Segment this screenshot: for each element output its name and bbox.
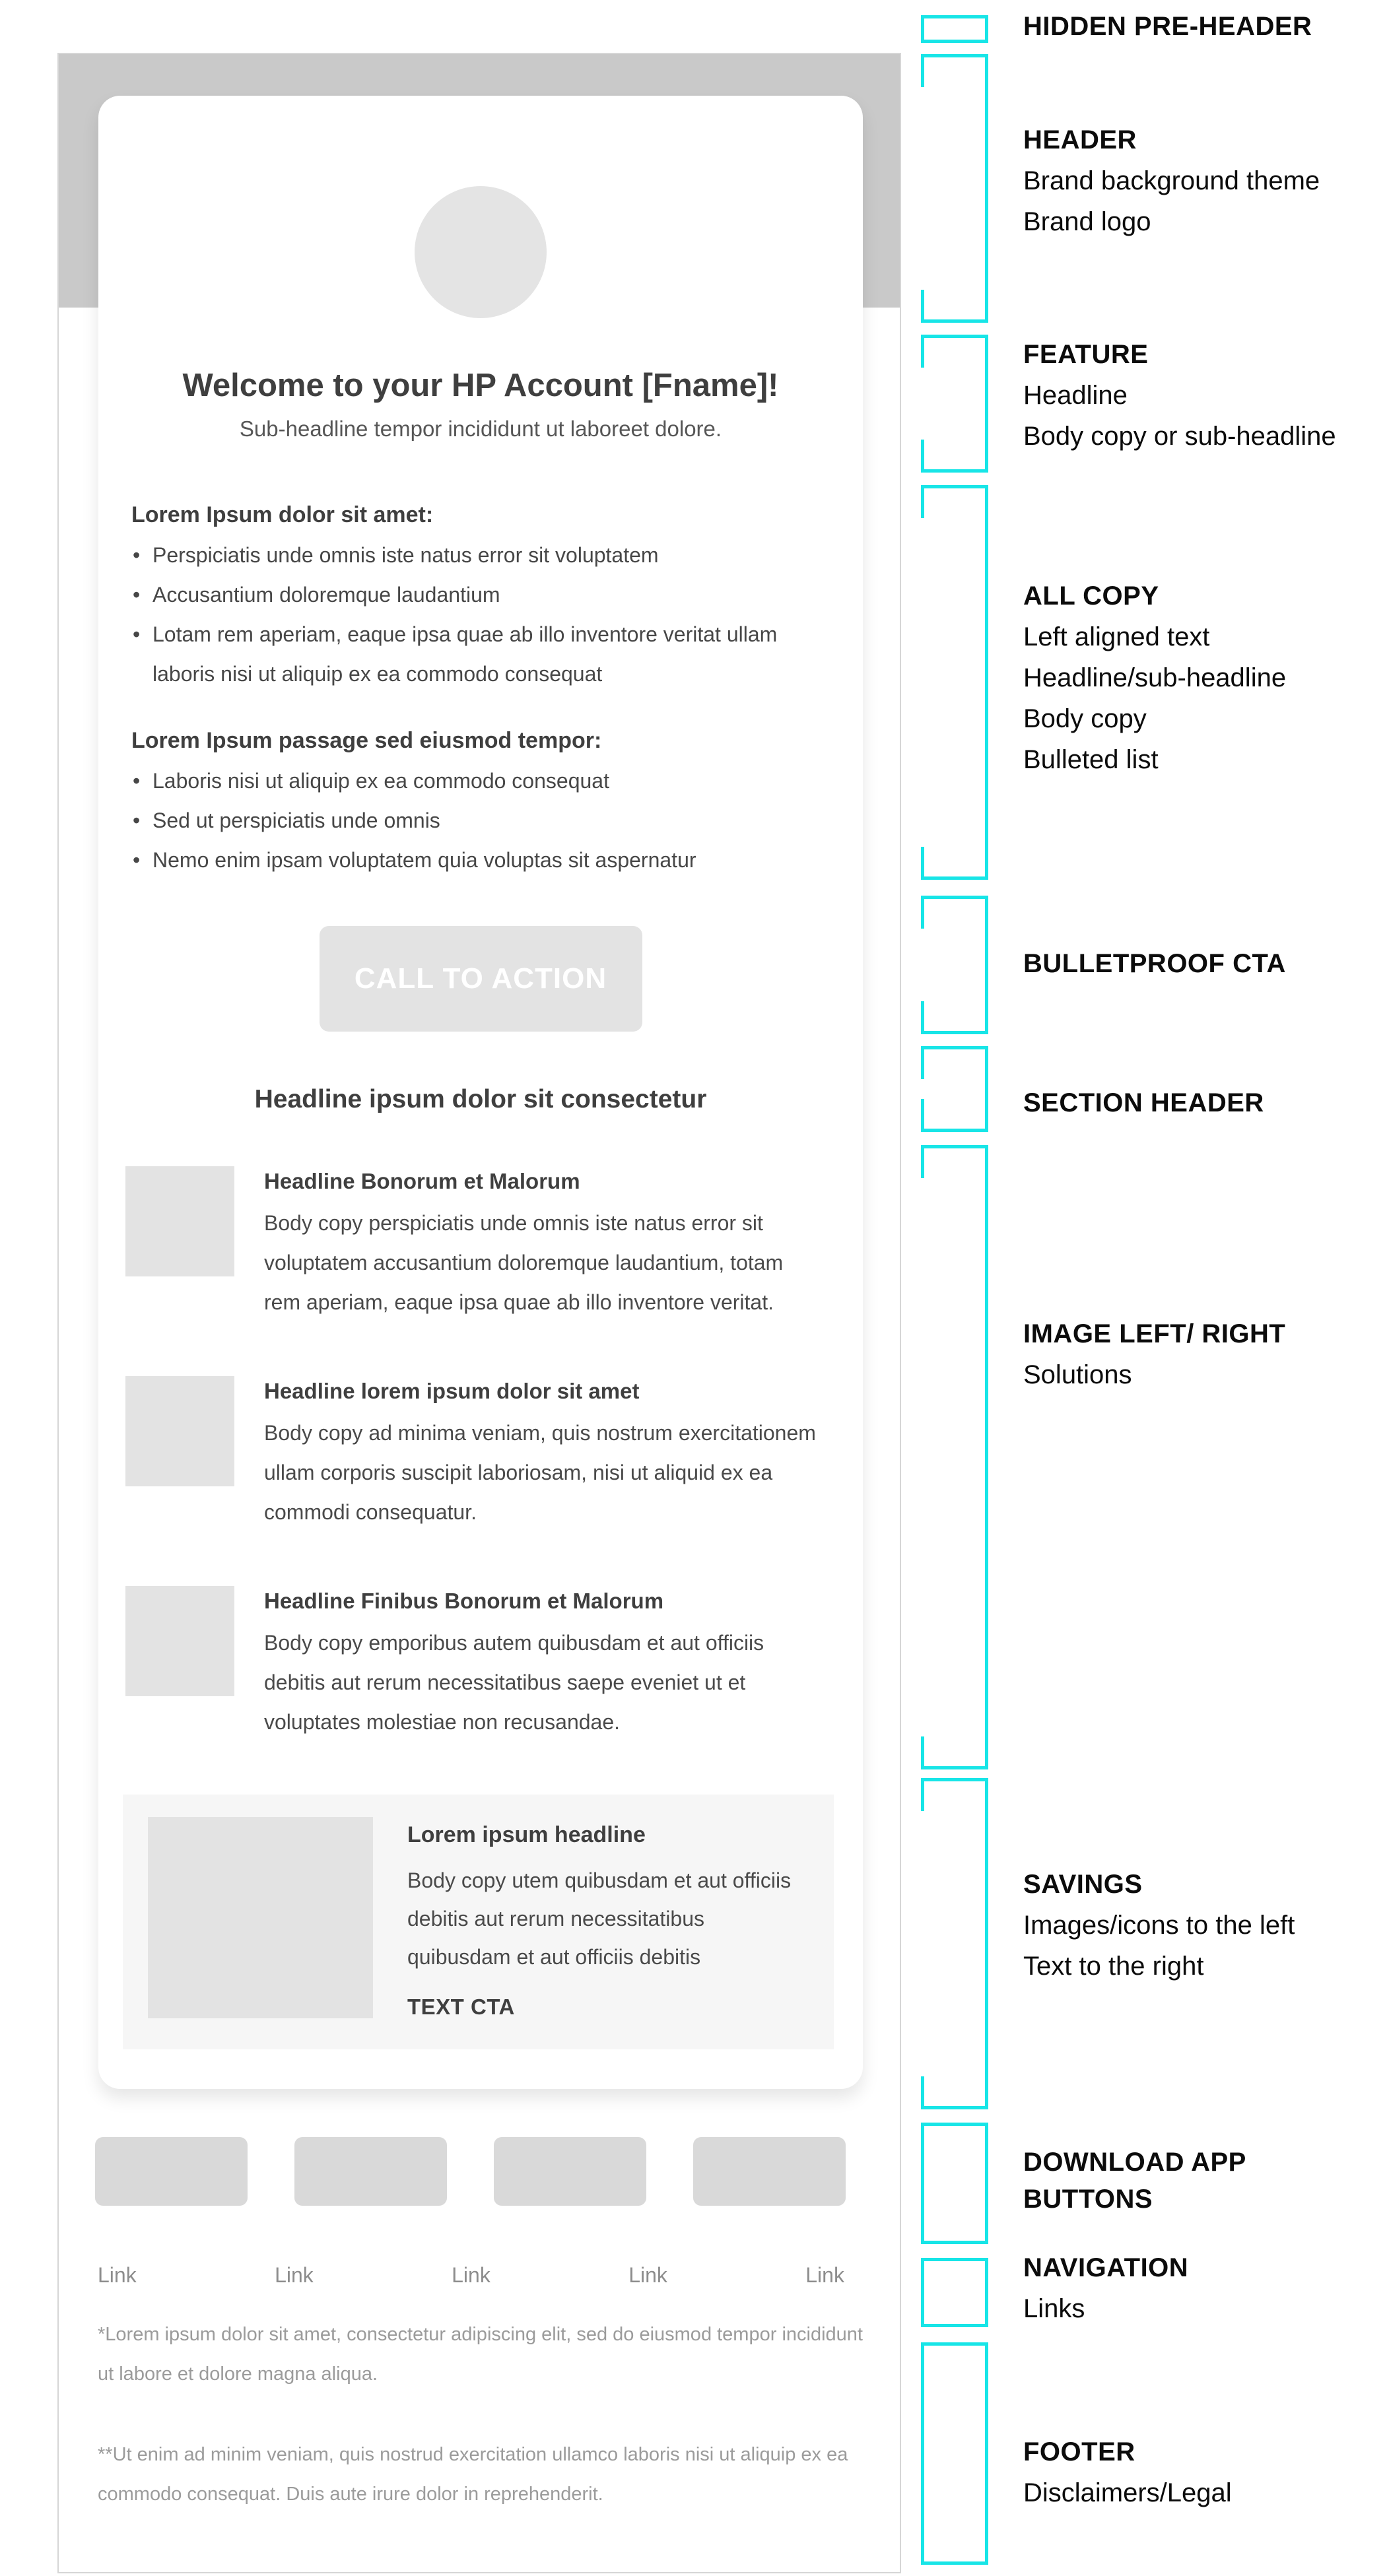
module-image-placeholder — [125, 1586, 234, 1696]
annotation-line: Headline/sub-headline — [1023, 663, 1287, 692]
annotation-title: SECTION HEADER — [1023, 1088, 1264, 1117]
annotation-line: Disclaimers/Legal — [1023, 2478, 1232, 2507]
email-canvas — [57, 53, 901, 2573]
annotation-bulletproof-cta — [1023, 943, 1380, 984]
annotation-line: Text to the right — [1023, 1952, 1204, 1981]
savings-image-placeholder — [148, 1817, 373, 2018]
annotation-savings — [1023, 1864, 1380, 1987]
app-store-button-placeholder[interactable] — [95, 2137, 248, 2206]
copy-heading-1: Lorem Ipsum dolor sit amet: — [131, 502, 434, 527]
annotation-line: Solutions — [1023, 1360, 1132, 1389]
annotation-title: ALL COPY — [1023, 581, 1159, 611]
annotation-bracket-footer — [921, 2342, 988, 2565]
nav-link[interactable]: Link — [452, 2263, 491, 2287]
savings-text — [407, 1817, 807, 2020]
annotation-navigation — [1023, 2247, 1380, 2329]
disclaimer-text: **Ut enim ad minim veniam, quis nostrud exercitation ullamco laboris nisi ut aliquip ex ea commodo consequat. Duis aute irure dolor in reprehenderit. — [98, 2444, 848, 2505]
annotation-bracket-all-copy — [921, 485, 988, 880]
section-header: Headline ipsum dolor sit consectetur — [254, 1085, 707, 1113]
annotation-line: Left aligned text — [1023, 622, 1210, 651]
annotation-bracket-image-left-right — [921, 1145, 988, 1769]
annotation-hidden-pre-header — [1023, 6, 1380, 47]
module-text — [264, 1586, 820, 1742]
hero-headline: Welcome to your HP Account [Fname]! — [182, 368, 779, 403]
annotation-bracket-bulletproof-cta — [921, 896, 988, 1034]
annotation-bracket-download-app-buttons — [921, 2123, 988, 2244]
annotation-title: BULLETPROOF CTA — [1023, 949, 1286, 978]
annotation-bracket-navigation — [921, 2258, 988, 2327]
annotation-title: DOWNLOAD APP BUTTONS — [1023, 2148, 1246, 2214]
annotation-line: Images/icons to the left — [1023, 1911, 1295, 1940]
annotation-title: SAVINGS — [1023, 1870, 1143, 1899]
annotation-title: IMAGE LEFT/ RIGHT — [1023, 1319, 1286, 1348]
disclaimer-text: *Lorem ipsum dolor sit amet, consectetur adipiscing elit, sed do eiusmod tempor incididunt ut labore et dolore magna aliqua. — [98, 2324, 863, 2385]
annotation-all-copy — [1023, 576, 1380, 780]
cta-row — [98, 926, 863, 1032]
annotation-line: Body copy or sub-headline — [1023, 422, 1336, 451]
module-text — [264, 1166, 820, 1322]
module-headline: Headline Finibus Bonorum et Malorum — [264, 1589, 664, 1613]
app-store-button-placeholder[interactable] — [693, 2137, 846, 2206]
nav-link[interactable]: Link — [628, 2263, 667, 2287]
annotation-bracket-hidden-pre-header — [921, 15, 988, 43]
list-item: • Sed ut perspiciatis unde omnis — [131, 801, 830, 840]
savings-module — [123, 1795, 834, 2049]
annotation-image-left-right — [1023, 1313, 1380, 1395]
footer-disclaimers — [98, 2315, 877, 2514]
annotation-line: Brand background theme — [1023, 166, 1320, 195]
annotation-line: Bulleted list — [1023, 745, 1159, 774]
nav-link[interactable]: Link — [98, 2263, 137, 2287]
hero-subheadline: Sub-headline tempor incididunt ut laboreet dolore. — [239, 416, 722, 441]
module-text — [264, 1376, 820, 1532]
nav-link[interactable]: Link — [805, 2263, 844, 2287]
annotation-bracket-savings — [921, 1778, 988, 2109]
annotation-download-app-buttons — [1023, 2144, 1307, 2218]
annotation-bracket-feature — [921, 335, 988, 473]
module-headline: Headline Bonorum et Malorum — [264, 1169, 580, 1193]
brand-logo-placeholder — [415, 186, 547, 318]
list-item: • Laboris nisi ut aliquip ex ea commodo consequat — [131, 761, 830, 801]
call-to-action-button[interactable]: CALL TO ACTION — [320, 926, 642, 1032]
annotation-footer — [1023, 2431, 1380, 2513]
image-left-right-modules — [125, 1166, 820, 1742]
annotation-line: Links — [1023, 2294, 1085, 2323]
content-module — [125, 1376, 820, 1532]
annotation-title: FEATURE — [1023, 340, 1149, 369]
annotation-title: HIDDEN PRE-HEADER — [1023, 12, 1312, 41]
list-item: • Nemo enim ipsam voluptatem quia voluptas sit aspernatur — [131, 840, 830, 880]
navigation-links — [98, 2263, 844, 2288]
app-store-button-placeholder[interactable] — [494, 2137, 646, 2206]
nav-link[interactable]: Link — [275, 2263, 314, 2287]
annotation-line: Brand logo — [1023, 207, 1151, 236]
annotation-header — [1023, 119, 1380, 242]
copy-heading-2: Lorem Ipsum passage sed eiusmod tempor: — [131, 728, 602, 753]
content-module — [125, 1586, 820, 1742]
bulleted-list-2 — [131, 761, 830, 880]
annotation-title: FOOTER — [1023, 2437, 1135, 2466]
annotation-title: HEADER — [1023, 125, 1137, 154]
text-cta-link[interactable]: TEXT CTA — [407, 1995, 515, 2019]
annotation-line: Headline — [1023, 381, 1128, 410]
module-body: Body copy emporibus autem quibusdam et aut officiis debitis aut rerum necessitatibus saepe eveniet ut et voluptates molestiae non recusandae. — [264, 1631, 764, 1734]
module-body: Body copy perspiciatis unde omnis iste natus error sit voluptatem accusantium doloremque laudantium, totam rem aperiam, eaque ipsa quae ab illo inventore veritat. — [264, 1211, 784, 1314]
module-image-placeholder — [125, 1166, 234, 1276]
annotation-title: NAVIGATION — [1023, 2253, 1189, 2282]
list-item: • Accusantium doloremque laudantium — [131, 575, 830, 614]
annotation-bracket-section-header — [921, 1046, 988, 1132]
annotation-line: Body copy — [1023, 704, 1147, 733]
savings-headline: Lorem ipsum headline — [407, 1822, 646, 1847]
content-module — [125, 1166, 820, 1322]
bulleted-list-1 — [131, 535, 830, 694]
list-item: • Perspiciatis unde omnis iste natus error sit voluptatem — [131, 535, 830, 575]
all-copy-block — [131, 500, 830, 880]
app-store-button-placeholder[interactable] — [294, 2137, 447, 2206]
module-body: Body copy ad minima veniam, quis nostrum exercitationem ullam corporis suscipit laboriosam, nisi ut aliquid ex ea commodi consequatur. — [264, 1421, 816, 1524]
annotation-feature — [1023, 334, 1380, 457]
download-app-buttons — [95, 2137, 846, 2206]
module-image-placeholder — [125, 1376, 234, 1486]
module-headline: Headline lorem ipsum dolor sit amet — [264, 1379, 640, 1403]
savings-body: Body copy utem quibusdam et aut officiis debitis aut rerum necessitatibus quibusdam et aut officiis debitis — [407, 1868, 792, 1969]
annotation-bracket-header — [921, 54, 988, 323]
list-item: • Lotam rem aperiam, eaque ipsa quae ab illo inventore veritat ullam laboris nisi ut aliquip ex ea commodo consequat — [131, 614, 830, 694]
email-card — [98, 96, 863, 2089]
annotation-section-header — [1023, 1082, 1380, 1123]
